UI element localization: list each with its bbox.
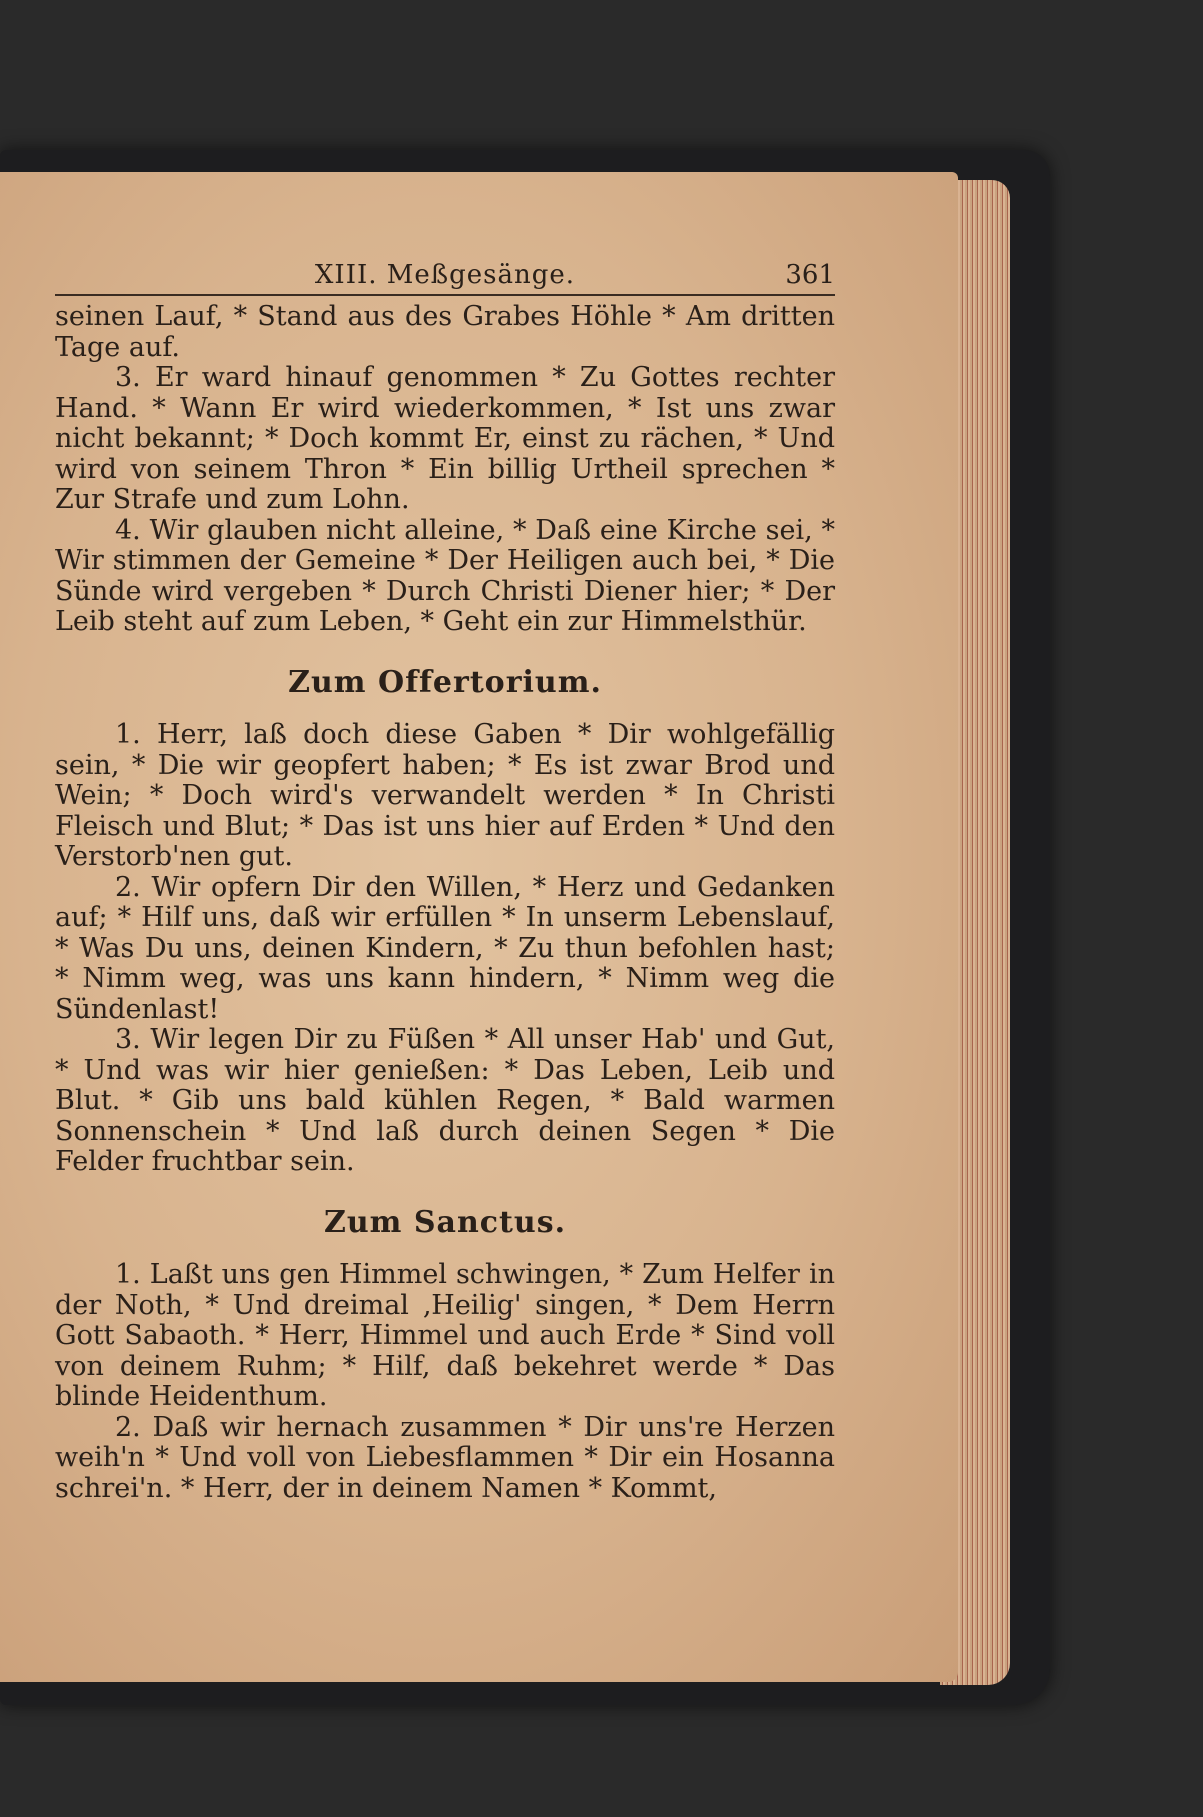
heading-sanctus: Zum Sanctus. xyxy=(323,1204,567,1240)
sanctus-verse-2: 2. Daß wir hernach zusammen * Dir uns're Herzen weih'n * Und voll von Liebesflammen * Dir ein Hosanna schrei'n. * Herr, der in deinem Namen * Kommt, xyxy=(55,1411,835,1504)
verse-4: 4. Wir glauben nicht alleine, * Daß eine Kirche sei, * Wir stimmen der Gemeine * Der Heiligen auch bei, * Die Sünde wird vergeben * Durch Christi Diener hier; * Der Leib steht auf zum Leben, * Geht ein zur Himmelsthür. xyxy=(55,514,835,637)
running-head-title: XIII. Meßgesänge. xyxy=(314,260,576,290)
sanctus-verse-1: 1. Laßt uns gen Himmel schwingen, * Zum Helfer in der Noth, * Und dreimal ‚Heilig' singen, * Dem Herrn Gott Sabaoth. * Herr, Himmel und auch Erde * Sind voll von deinem Ruhm; * Hilf, daß bekehret werde * Das blinde Heidenthum. xyxy=(55,1259,835,1412)
book-page xyxy=(0,172,958,1682)
offertorium-verse-3: 3. Wir legen Dir zu Füßen * All unser Hab' und Gut, * Und was wir hier genießen: * Das Leben, Leib und Blut. * Gib uns bald kühlen Regen, * Bald warmen Sonnenschein * Und laß durch deinen Segen * Die Felder fruchtbar sein. xyxy=(55,1024,835,1177)
offertorium-verse-1: 1. Herr, laß doch diese Gaben * Dir wohlgefällig sein, * Die wir geopfert haben; * Es ist zwar Brod und Wein; * Doch wird's verwandelt werden * In Christi Fleisch und Blut; * Das ist uns hier auf Erden * Und den Verstorb'nen gut. xyxy=(55,719,835,872)
running-head xyxy=(55,260,835,296)
offertorium-verse-2: 2. Wir opfern Dir den Willen, * Herz und Gedanken auf; * Hilf uns, daß wir erfüllen * In unserm Lebenslauf, * Was Du uns, deinen Kindern, * Zu thun befohlen hast; * Nimm weg, was uns kann hindern, * Nimm weg die Sündenlast! xyxy=(55,871,835,1025)
verse-3: 3. Er ward hinauf genommen * Zu Gottes rechter Hand. * Wann Er wird wiederkommen, * Ist uns zwar nicht bekannt; * Doch kommt Er, einst zu rächen, * Und wird von seinem Thron * Ein billig Urtheil sprechen * Zur Strafe und zum Lohn. xyxy=(55,362,835,515)
verse-continuation: seinen Lauf, * Stand aus des Grabes Höhle * Am dritten Tage auf. xyxy=(55,301,835,363)
page-content xyxy=(55,260,835,1504)
heading-offertorium: Zum Offertorium. xyxy=(288,664,602,700)
page-number: 361 xyxy=(785,260,835,290)
